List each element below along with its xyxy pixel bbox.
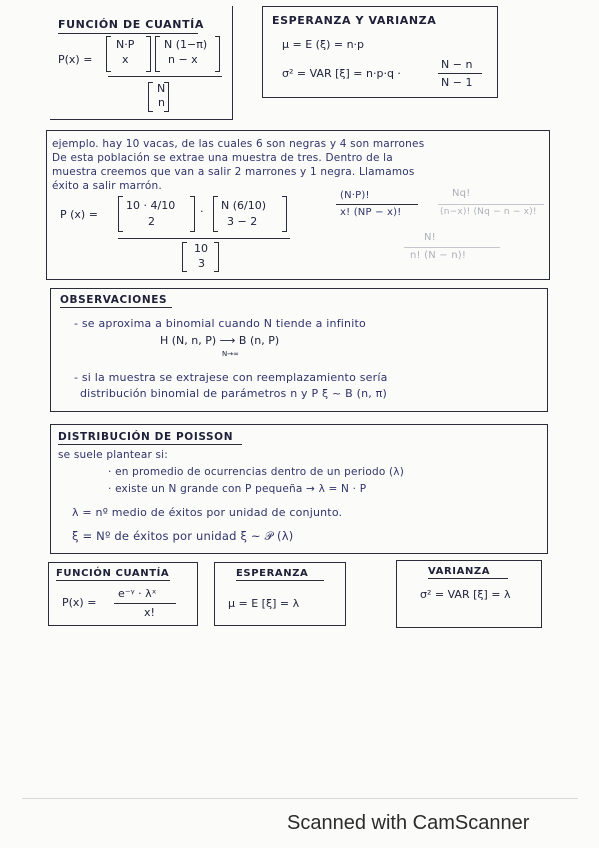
- cuantia-n2-bot: n − x: [168, 53, 198, 66]
- dot: ·: [200, 205, 204, 218]
- example-line-4: éxito a salir marrón.: [52, 180, 162, 192]
- fraction-bar: [438, 73, 482, 74]
- cuantia-d-top: N: [157, 82, 166, 95]
- example-line-2: De esta población se extrae una muestra de tres. Dentro de la: [52, 152, 393, 164]
- example-line-1: ejemplo. hay 10 vacas, de las cuales 6 son negras y 4 son marrones: [52, 138, 425, 150]
- cuantia-title: FUNCIÓN DE CUANTÍA: [58, 18, 204, 31]
- varianza-frac-bot: N − 1: [441, 76, 473, 89]
- example-side-top: (N·P)!: [340, 190, 370, 201]
- example-side3-bot: n! (N − n)!: [410, 250, 467, 261]
- bracket: [148, 82, 153, 112]
- poisson-cuantia-title: FUNCIÓN CUANTÍA: [56, 568, 170, 579]
- fraction-bar: [114, 603, 176, 604]
- varianza-frac-top: N − n: [441, 58, 473, 71]
- example-line-3: muestra creemos que van a salir 2 marrones y 1 negra. Llamamos: [52, 166, 415, 178]
- example-b2-top: N (6/10): [221, 199, 267, 212]
- example-side2-top: Nq!: [452, 188, 471, 199]
- bracket: [282, 196, 287, 232]
- bracket: [106, 36, 111, 72]
- poisson-cuantia-title-underline: [56, 580, 170, 581]
- observaciones-formula: H (N, n, P) ⟶ B (n, P): [160, 334, 280, 347]
- bracket: [190, 196, 195, 232]
- cuantia-d-bot: n: [158, 96, 165, 109]
- example-d-top: 10: [194, 242, 208, 255]
- poisson-varianza-title-underline: [428, 578, 508, 579]
- cuantia-lhs: P(x) =: [58, 53, 93, 66]
- observaciones-formula-sub: N→∞: [222, 350, 239, 358]
- fraction-bar: [336, 204, 418, 205]
- bracket: [182, 242, 187, 272]
- cuantia-n1-bot: x: [122, 53, 129, 66]
- poisson-line-4: λ = nº medio de éxitos por unidad de conjunto.: [72, 506, 343, 519]
- poisson-title: DISTRIBUCIÓN DE POISSON: [58, 431, 234, 443]
- example-d-bot: 3: [198, 257, 205, 270]
- poisson-varianza-formula: σ² = VAR [ξ] = λ: [420, 588, 511, 601]
- fraction-bar: [118, 238, 290, 239]
- fraction-bar: [404, 247, 500, 248]
- cuantia-n2-top: N (1−π): [164, 38, 208, 51]
- varianza-formula: σ² = VAR [ξ] = n·p·q ·: [282, 67, 401, 80]
- poisson-line-5: ξ = Nº de éxitos por unidad ξ ~ 𝒫 (λ): [72, 529, 294, 543]
- poisson-esperanza-formula: μ = E [ξ] = λ: [228, 597, 300, 610]
- example-b1-top: 10 · 4/10: [126, 199, 176, 212]
- poisson-cuantia-den: x!: [144, 606, 155, 619]
- esperanza-formula: μ = E (ξ) = n·p: [282, 38, 365, 51]
- observaciones-title-underline: [60, 307, 172, 308]
- example-lhs: P (x) =: [60, 208, 98, 221]
- poisson-title-underline: [58, 444, 242, 445]
- fraction-bar: [108, 76, 222, 77]
- camscanner-watermark: Scanned with CamScanner: [287, 812, 530, 834]
- bracket: [164, 82, 169, 112]
- cuantia-title-underline: [58, 33, 198, 34]
- esperanza-varianza-title: ESPERANZA Y VARIANZA: [272, 14, 437, 27]
- bracket: [146, 36, 151, 72]
- bracket: [118, 196, 123, 232]
- bracket: [213, 196, 218, 232]
- poisson-esperanza-title-underline: [236, 580, 324, 581]
- poisson-line-1: se suele plantear si:: [58, 449, 169, 461]
- example-b1-bot: 2: [148, 215, 155, 228]
- example-side-bot: x! (NP − x)!: [340, 207, 402, 218]
- poisson-item-2: · existe un N grande con P pequeña → λ = N · P: [108, 483, 367, 495]
- observaciones-bullet-2a: - si la muestra se extrajese con reemplazamiento sería: [74, 371, 388, 384]
- bracket: [155, 36, 160, 72]
- bracket: [215, 36, 220, 72]
- observaciones-bullet-2b: distribución binomial de parámetros n y P ξ ~ B (n, π): [80, 387, 387, 400]
- poisson-cuantia-num: e⁻ᵞ · λˣ: [118, 587, 157, 600]
- observaciones-bullet-1: - se aproxima a binomial cuando N tiende a infinito: [74, 317, 366, 330]
- cuantia-n1-top: N·P: [116, 38, 135, 51]
- observaciones-title: OBSERVACIONES: [60, 294, 168, 306]
- bracket: [214, 242, 219, 272]
- footer-divider: [22, 798, 578, 799]
- poisson-cuantia-lhs: P(x) =: [62, 596, 97, 609]
- example-b2-bot: 3 − 2: [227, 215, 258, 228]
- example-side3-top: N!: [424, 232, 436, 243]
- poisson-item-1: · en promedio de ocurrencias dentro de un periodo (λ): [108, 466, 404, 478]
- poisson-varianza-title: VARIANZA: [428, 566, 491, 577]
- poisson-esperanza-title: ESPERANZA: [236, 568, 309, 579]
- example-side2-bot: (n−x)! (Nq − n − x)!: [440, 207, 537, 217]
- fraction-bar: [438, 204, 544, 205]
